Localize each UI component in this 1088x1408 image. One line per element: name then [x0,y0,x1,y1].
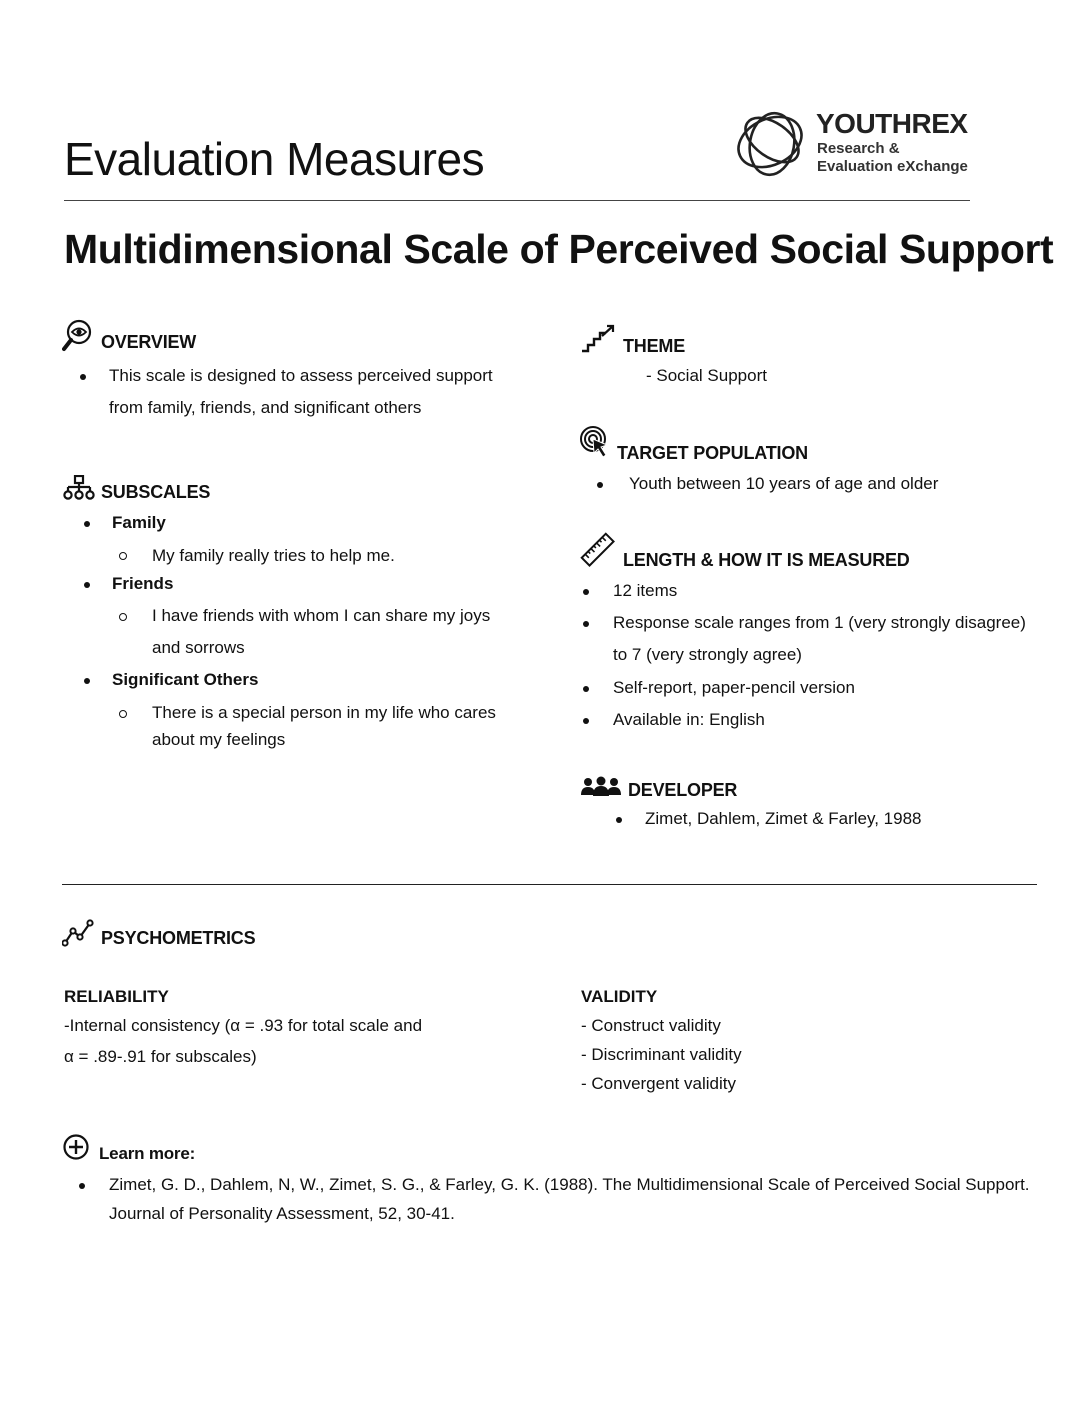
target-population-item: Youth between 10 years of age and older [629,474,939,493]
logo-subtitle [817,140,968,176]
validity-label: VALIDITY [581,987,658,1006]
bullet [80,374,86,380]
subscales-label: SUBSCALES [101,482,211,502]
bullet [583,589,589,595]
reliability-line: -Internal consistency (α = .93 for total scale and [64,1016,423,1035]
bullet [583,718,589,724]
developer-item: Zimet, Dahlem, Zimet & Farley, 1988 [645,809,922,828]
reliability-text [64,1010,422,1072]
subscale-example-line: and sorrows [152,638,245,657]
sub-bullet [119,710,127,718]
subscale-example [152,600,490,664]
reliability-line: α = .89-.91 for subscales) [64,1047,257,1066]
length-item [613,607,1026,671]
length-label: LENGTH & HOW IT IS MEASURED [623,550,910,570]
line-graph-icon [62,919,94,947]
hierarchy-icon [63,475,95,501]
subscale-example-line: about my feelings [152,730,286,749]
developer-label: DEVELOPER [628,780,738,800]
subscale-name-significant-others: Significant Others [112,670,259,689]
overview-line: This scale is designed to assess perceived support [109,366,493,385]
developer-heading [580,770,737,801]
reference-text [109,1170,1030,1228]
overview-line: from family, friends, and significant others [109,398,422,417]
length-item: Self-report, paper-pencil version [613,678,855,697]
length-item-line: to 7 (very strongly agree) [613,645,802,664]
target-cursor-icon [579,425,613,461]
length-item: Available in: English [613,710,765,729]
subscale-name-family: Family [112,513,166,532]
subscales-heading [63,472,210,503]
logo-subtitle-line-2: Evaluation eXchange [817,158,968,175]
header-title: Evaluation Measures [64,133,485,185]
stairs-icon [580,324,616,354]
subscale-example: My family really tries to help me. [152,546,395,565]
target-population-label: TARGET POPULATION [617,443,808,463]
bullet [597,482,603,488]
sub-bullet [119,613,127,621]
theme-heading [580,320,685,357]
overview-label: OVERVIEW [101,332,197,352]
section-divider [62,884,1037,885]
overview-heading [62,318,196,353]
bullet [616,817,622,823]
reference-line: Zimet, G. D., Dahlem, N, W., Zimet, S. G., & Farley, G. K. (1988). The Multidimensional Scale of Perceived Social Support. [109,1175,1030,1194]
sub-bullet [119,552,127,560]
magnifier-eye-icon [62,319,94,353]
validity-line: - Discriminant validity [581,1045,742,1064]
ruler-icon [580,532,616,568]
theme-label: THEME [623,336,686,356]
plus-circle-icon [63,1134,91,1162]
subscale-example-line: I have friends with whom I can share my joys [152,606,491,625]
logo-subtitle-line-1: Research & [817,140,900,157]
page-title: Multidimensional Scale of Perceived Social Support [64,226,1054,272]
learn-more-label: Learn more: [99,1144,196,1163]
header-divider [64,200,970,201]
psychometrics-label: PSYCHOMETRICS [101,928,256,948]
bullet [84,678,90,684]
bullet [84,582,90,588]
orbit-logo-icon [734,104,810,180]
bullet [583,621,589,627]
validity-line: - Convergent validity [581,1074,736,1093]
theme-value: - Social Support [646,366,767,385]
length-heading [580,528,910,571]
bullet [84,521,90,527]
reliability-label: RELIABILITY [64,987,169,1006]
psychometrics-heading [62,916,255,949]
subscale-example-line: There is a special person in my life who cares [152,703,496,722]
bullet [583,686,589,692]
target-population-heading [579,421,808,464]
length-item-line: Response scale ranges from 1 (very strongly disagree) [613,613,1026,632]
group-icon [580,775,622,797]
subscale-example [152,699,496,753]
subscale-name-friends: Friends [112,574,174,593]
bullet [79,1183,85,1189]
validity-text [581,1011,742,1098]
overview-text [109,360,493,424]
validity-line: - Construct validity [581,1016,721,1035]
logo-name: YOUTHREX [816,108,968,139]
reference-line: Journal of Personality Assessment, 52, 30-41. [109,1204,455,1223]
learn-more-heading [63,1132,195,1164]
length-item: 12 items [613,581,678,600]
youthrex-logo [734,104,984,184]
